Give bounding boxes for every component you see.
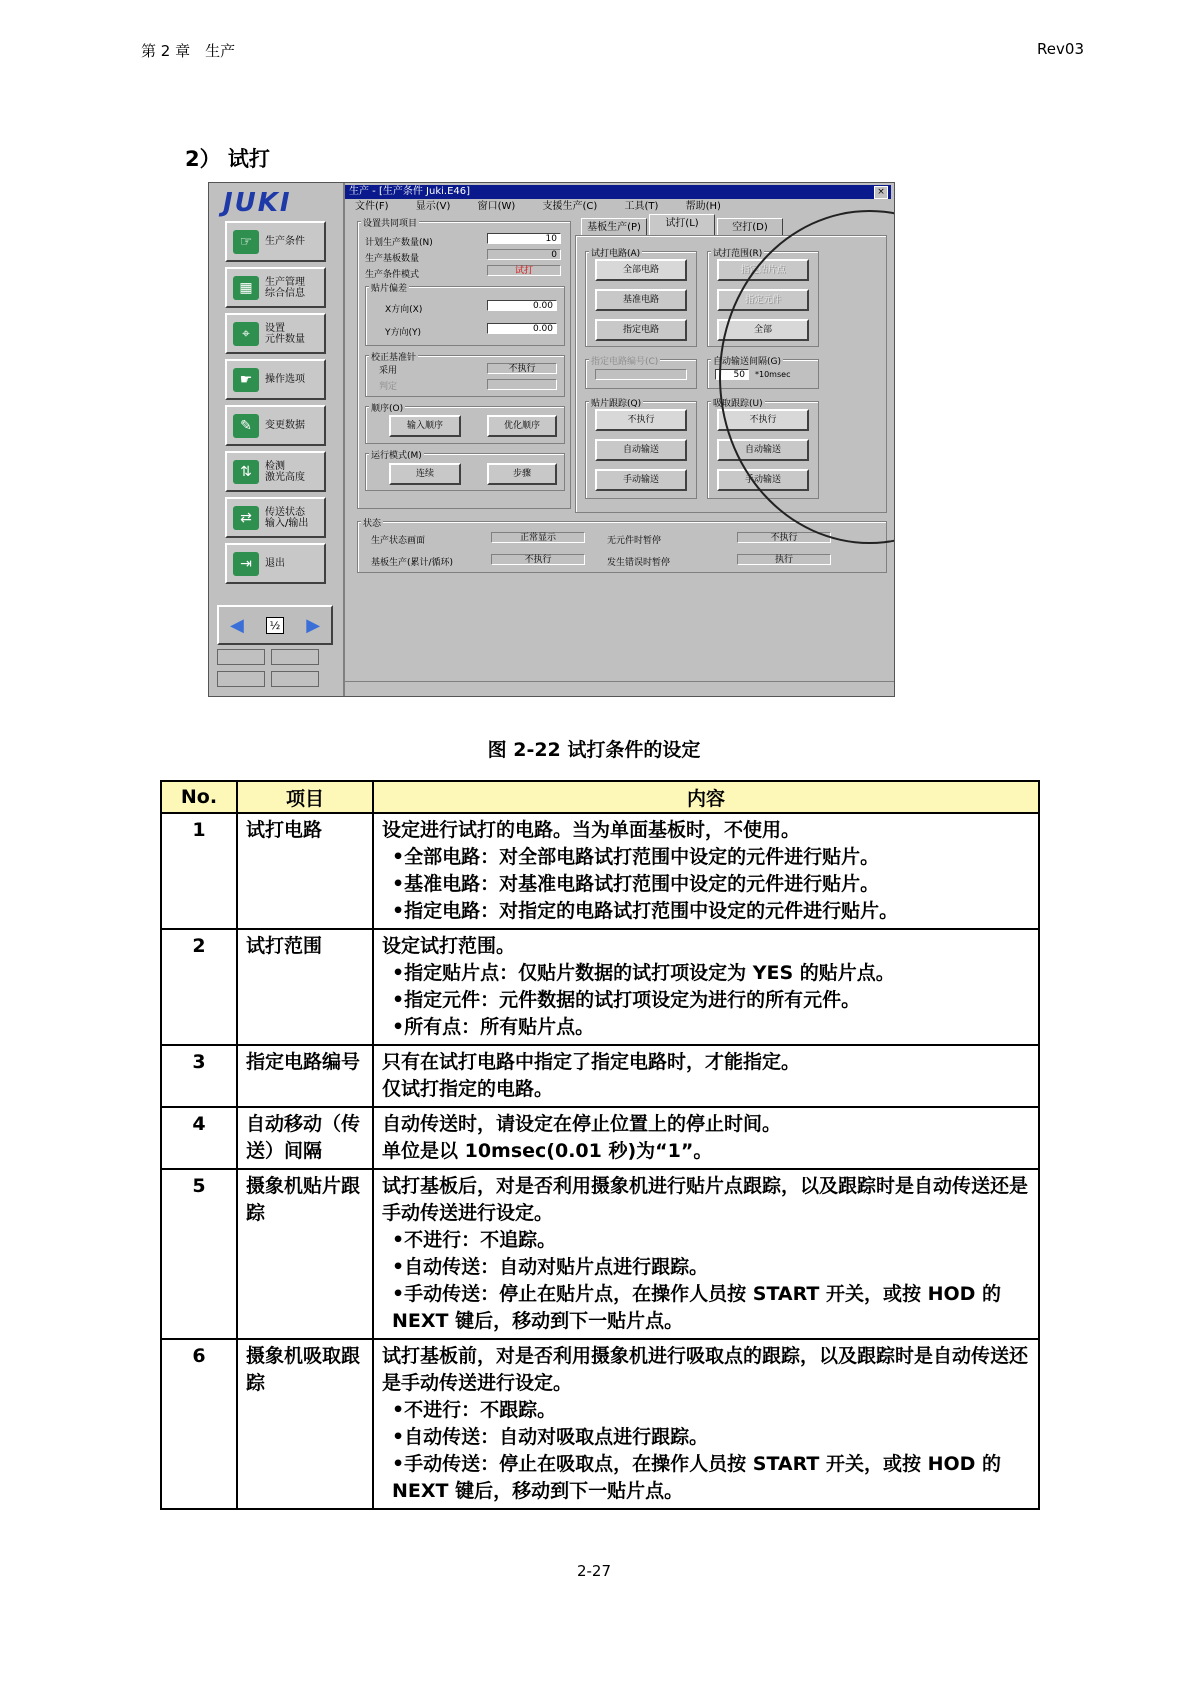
prev-page-icon[interactable]: ◀ [229,614,244,636]
pick-auto-button[interactable]: 自动输送 [717,439,809,461]
window-title: 生产 - [生产条件 Juki.E46] [349,186,471,197]
use-label: 采用 [379,366,398,376]
content-line: •自动传送：自动对吸取点进行跟踪。 [392,1426,709,1448]
input-order-button[interactable]: 输入顺序 [389,415,461,437]
management-info-icon: ▦ [233,276,259,300]
empty-slot [217,649,265,665]
judge-value [487,379,557,390]
row-item: 试打电路 [237,813,373,929]
table-row [161,1339,1039,1509]
tab-board-production[interactable]: 基板生产(P) [581,218,647,236]
content-line: •手动传送：停止在贴片点，在操作人员按 START 开关，或按 HOD 的 NEXT 键后，移动到下一贴片点。 [392,1283,1002,1332]
table-row [161,1107,1039,1169]
menu-tools[interactable]: 工具(T) [624,201,659,212]
setup-component-icon: ⌖ [233,322,259,346]
plan-qty-label: 计划生产数量(N) [365,238,433,248]
empty-slot [217,671,265,687]
run-mode-label: 运行模式(M) [369,448,424,461]
y-offset-label: Y方向(Y) [385,328,422,338]
content-line: 仅试打指定的电路。 [382,1078,554,1100]
continuous-button[interactable]: 连续 [389,463,461,485]
row-item: 试打范围 [237,929,373,1045]
use-value[interactable]: 不执行 [487,363,557,374]
tab-trial[interactable]: 试打(L) [649,214,715,236]
optimize-order-button[interactable]: 优化顺序 [487,415,557,437]
empty-slot [271,671,319,687]
left-button[interactable] [225,221,326,262]
software-screenshot [208,182,895,697]
content-line: 只有在试打电路中指定了指定电路时，才能指定。 [382,1051,801,1073]
status-label: 状态 [361,516,383,529]
trial-circuit-label: 试打电路(A) [589,246,642,259]
x-offset-input[interactable]: 0.00 [487,300,557,311]
trial-range-label: 试打范围(R) [711,246,764,259]
table-row [161,929,1039,1045]
content-line: •自动传送：自动对贴片点进行跟踪。 [392,1256,709,1278]
left-button-label: 传送状态 输入/输出 [265,506,309,529]
auto-interval-input[interactable]: 50 [715,369,749,380]
header-no: No. [161,781,237,813]
content-line: •指定电路：对指定的电路试打范围中设定的元件进行贴片。 [392,900,899,922]
figure-caption: 图 2-22 试打条件的设定 [487,739,701,761]
content-line: •手动传送：停止在吸取点，在操作人员按 START 开关，或按 HOD 的 NEXT 键后，移动到下一贴片点。 [392,1453,1002,1502]
empty-slots [217,649,333,687]
row-no: 6 [161,1339,237,1509]
header-content: 内容 [373,781,1039,813]
row-no: 2 [161,929,237,1045]
specified-circuit-button[interactable]: 指定电路 [595,319,687,341]
header-item: 项目 [237,781,373,813]
step-button[interactable]: 步骤 [487,463,557,485]
transfer-status-icon: ⇄ [233,506,259,530]
common-settings-label: 设置共同项目 [361,216,419,229]
judge-label: 判定 [379,382,398,392]
operation-option-icon: ☛ [233,368,259,392]
row-no: 5 [161,1169,237,1339]
row-content [373,813,1039,929]
content-line: 试打基板前，对是否利用摄象机进行吸取点的跟踪，以及跟踪时是自动传送还是手动传送进行设定。 [382,1345,1029,1394]
production-condition-icon: ☞ [233,230,259,254]
left-button-label: 检测 激光高度 [265,460,305,483]
window-titlebar [345,185,891,199]
reference-circuit-button[interactable]: 基准电路 [595,289,687,311]
board-production-label: 基板生产(累计/循环) [371,558,454,568]
board-production-value[interactable]: 不执行 [491,554,585,565]
row-content [373,1339,1039,1509]
left-button-label: 设置 元件数量 [265,322,305,345]
circuit-no-input[interactable] [595,369,687,380]
row-no: 1 [161,813,237,929]
left-button-label: 生产管理 综合信息 [265,276,305,299]
production-window [345,183,894,696]
row-item: 自动移动（传送）间隔 [237,1107,373,1169]
status-bar [345,681,894,696]
exit-icon: ⇥ [233,552,259,576]
chapter-header: 第 2 章 生产 [141,42,236,60]
menu-help[interactable]: 帮助(H) [685,201,721,212]
no-component-value[interactable]: 不执行 [737,532,831,543]
pick-track-label: 吸取跟踪(U) [711,396,765,409]
circuit-no-label: 指定电路编号(C) [589,354,660,367]
content-line: 单位是以 10msec(0.01 秒)为“1”。 [382,1140,713,1162]
auto-interval-label: 自动输送间隔(G) [711,354,783,367]
screen-value[interactable]: 正常显示 [491,532,585,543]
row-content [373,929,1039,1045]
section-title: 2） 试打 [185,147,270,171]
content-line: •指定贴片点：仅贴片数据的试打项设定为 YES 的贴片点。 [392,962,895,984]
no-component-label: 无元件时暂停 [607,536,662,546]
row-item: 摄象机吸取跟踪 [237,1339,373,1509]
offset-label: 贴片偏差 [369,281,409,294]
specified-component-button[interactable]: 指定元件 [717,289,809,311]
all-circuits-button[interactable]: 全部电路 [595,259,687,281]
page-nav [217,605,333,645]
left-button[interactable] [225,543,326,584]
left-button[interactable] [225,451,326,492]
content-line: •不进行：不跟踪。 [392,1399,557,1421]
content-line: •指定元件：元件数据的试打项设定为进行的所有元件。 [392,989,861,1011]
y-offset-input[interactable]: 0.00 [487,323,557,334]
content-line: •所有点：所有贴片点。 [392,1016,595,1038]
error-pause-label: 发生错误时暂停 [607,558,671,568]
left-button[interactable] [225,405,326,446]
mode-value: 试打 [487,265,561,276]
error-pause-value[interactable]: 执行 [737,554,831,565]
row-no: 3 [161,1045,237,1107]
order-label: 顺序(O) [369,401,405,414]
empty-slot [271,649,319,665]
table-row [161,1045,1039,1107]
all-range-button[interactable]: 全部 [717,319,809,341]
left-button-label: 变更数据 [265,420,305,431]
page-number: 2-27 [576,1562,612,1580]
plan-qty-input[interactable]: 10 [487,233,561,244]
menu-bar [345,200,894,214]
mount-no-button[interactable]: 不执行 [595,409,687,431]
produced-qty-value: 0 [487,249,561,260]
x-offset-label: X方向(X) [385,305,423,315]
row-item: 摄象机贴片跟踪 [237,1169,373,1339]
mode-label: 生产条件模式 [365,270,420,280]
row-content [373,1045,1039,1107]
menu-window[interactable]: 窗口(W) [477,201,516,212]
left-button[interactable] [225,359,326,400]
menu-view[interactable]: 显示(V) [415,201,451,212]
left-button-label: 生产条件 [265,236,305,247]
pick-manual-button[interactable]: 手动输送 [717,469,809,491]
row-content [373,1107,1039,1169]
mount-track-label: 贴片跟踪(Q) [589,396,643,409]
content-line: 试打基板后，对是否利用摄象机进行贴片点跟踪，以及跟踪时是自动传送还是手动传送进行设定。 [382,1175,1029,1224]
left-button[interactable] [225,497,326,538]
pick-no-button[interactable]: 不执行 [717,409,809,431]
close-icon[interactable]: × [874,186,888,199]
settings-table [160,780,1040,1510]
menu-file[interactable]: 文件(F) [355,201,389,212]
screen-label: 生产状态画面 [371,536,426,546]
row-item: 指定电路编号 [237,1045,373,1107]
change-data-icon: ✎ [233,414,259,438]
juki-logo: JUKI [223,188,292,218]
produced-qty-label: 生产基板数量 [365,254,420,264]
table-header-row [161,781,1039,813]
table-row [161,1169,1039,1339]
page-indicator: ½ [266,617,285,634]
row-content [373,1169,1039,1339]
table-row [161,813,1039,929]
left-button-label: 操作选项 [265,374,305,385]
left-button[interactable] [225,313,326,354]
menu-support[interactable]: 支援生产(C) [542,201,598,212]
next-page-icon[interactable]: ▶ [306,614,321,636]
measure-laser-icon: ⇅ [233,460,259,484]
content-line: 自动传送时，请设定在停止位置上的停止时间。 [382,1113,782,1135]
fiducial-label: 校正基准针 [369,350,418,363]
revision-label: Rev03 [1037,40,1084,58]
specified-point-button[interactable]: 指定贴片点 [717,259,809,281]
content-line: •基准电路：对基准电路试打范围中设定的元件进行贴片。 [392,873,880,895]
content-line: •不进行：不追踪。 [392,1229,557,1251]
interval-unit: *10msec [755,370,791,379]
left-button-label: 退出 [265,558,285,569]
tab-dry-run[interactable]: 空打(D) [717,218,783,236]
row-no: 4 [161,1107,237,1169]
left-button[interactable] [225,267,326,308]
mount-manual-button[interactable]: 手动输送 [595,469,687,491]
content-line: •全部电路：对全部电路试打范围中设定的元件进行贴片。 [392,846,880,868]
content-line: 设定进行试打的电路。当为单面基板时，不使用。 [382,819,801,841]
left-panel [209,183,345,696]
content-line: 设定试打范围。 [382,935,516,957]
mount-auto-button[interactable]: 自动输送 [595,439,687,461]
